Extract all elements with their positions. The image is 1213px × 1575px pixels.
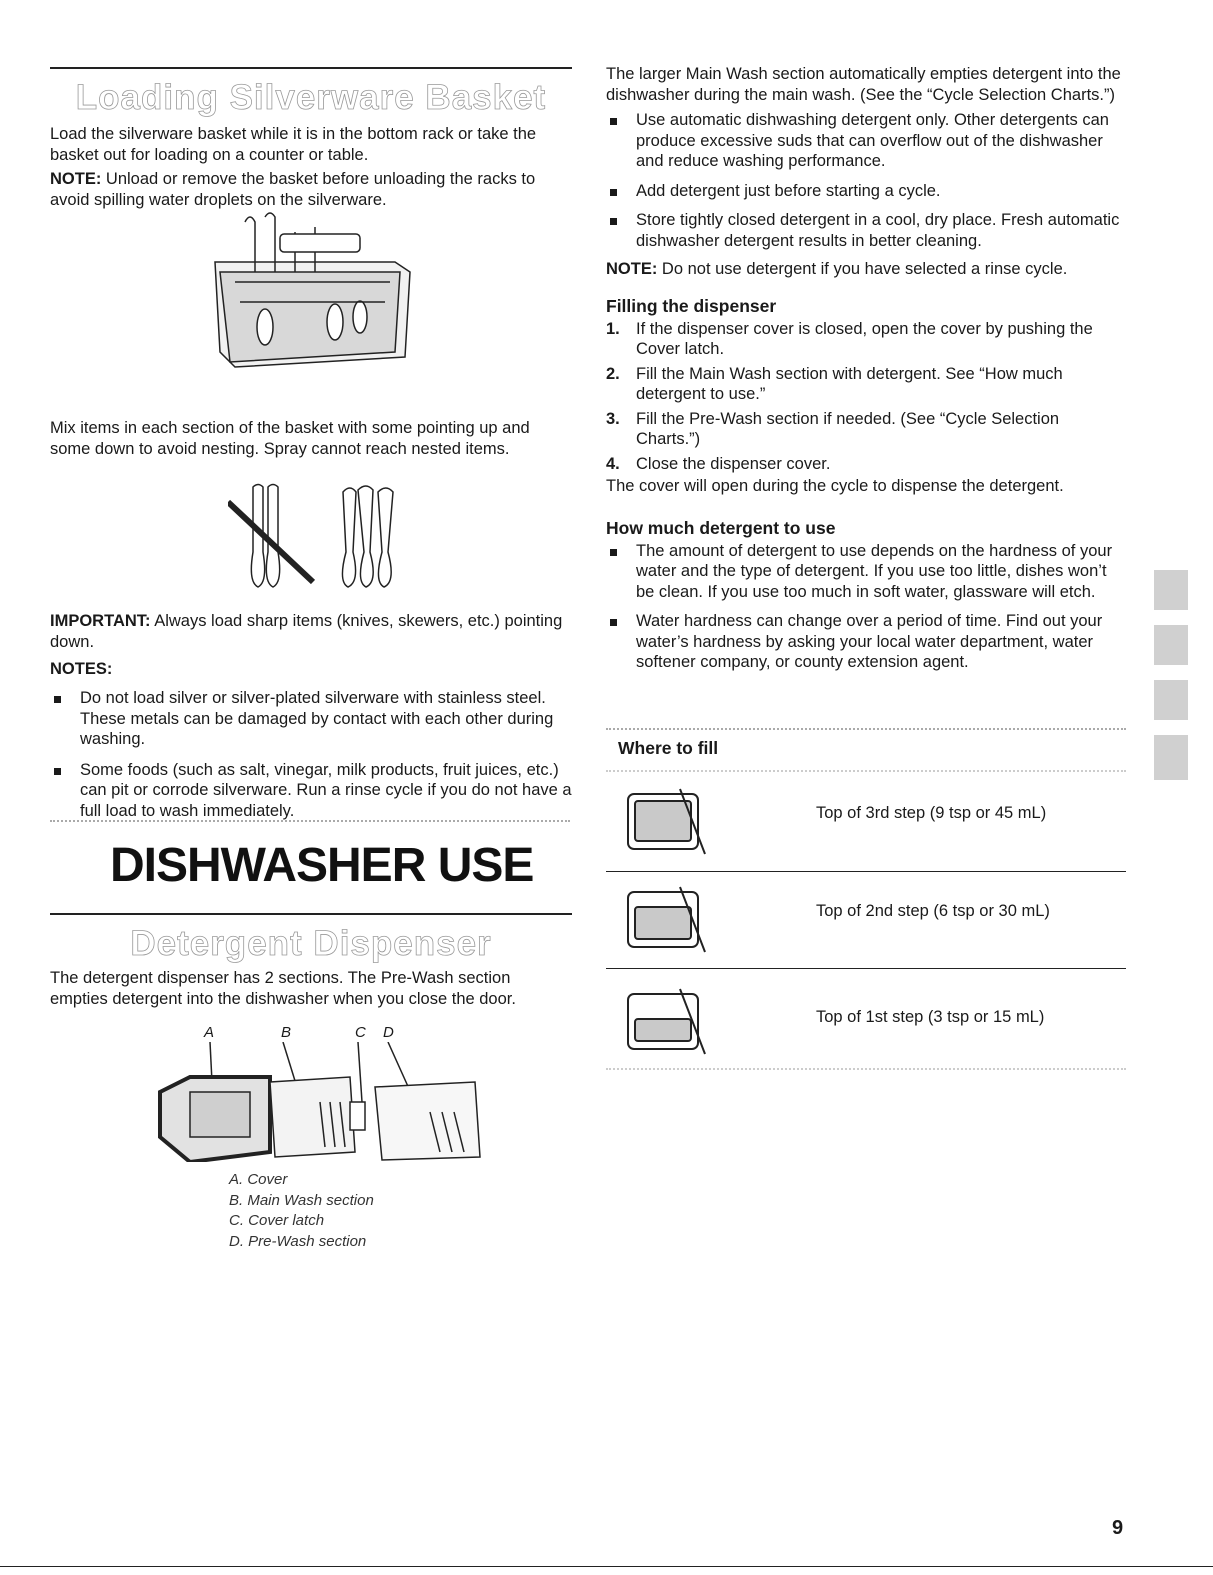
dispenser-legend — [229, 1170, 374, 1252]
cover-paragraph: The cover will open during the cycle to dispense the detergent. — [606, 477, 1064, 495]
list-item: Water hardness can change over a period of time. Find out your water’s hardness by asking your local water department, water softener company, or county extension agent. — [606, 611, 1126, 673]
fill-divider — [606, 968, 1126, 969]
step-number: 3. — [606, 409, 620, 428]
how-much-heading: How much detergent to use — [606, 517, 836, 538]
detergent-bullets — [606, 110, 1126, 251]
step-number: 1. — [606, 319, 620, 338]
loading-basket-title: Loading Silverware Basket — [75, 78, 547, 117]
where-to-fill-heading: Where to fill — [618, 738, 719, 758]
detergent-dispenser-title: Detergent Dispenser — [130, 924, 492, 963]
notes-list — [50, 688, 572, 821]
loading-paragraph: Load the silverware basket while it is in the bottom rack or take the basket out for loading on a counter or table. — [50, 125, 537, 164]
diagram-label-a: A — [204, 1024, 215, 1041]
list-item: Use automatic dishwashing detergent only. Other detergents can produce excessive suds that can overflow out of the dishwasher and reduce washing performance. — [606, 110, 1126, 172]
step-number: 2. — [606, 364, 620, 383]
fill-level-text: Top of 3rd step (9 tsp or 45 mL) — [816, 804, 1047, 822]
section-divider — [50, 820, 570, 822]
important-label: IMPORTANT: — [50, 612, 151, 630]
legend-item: A. Cover — [229, 1171, 288, 1188]
side-tab-graphic — [1150, 565, 1192, 795]
how-much-bullets — [606, 541, 1126, 673]
step-text: If the dispenser cover is closed, open the cover by pushing the Cover latch. — [636, 319, 1093, 358]
dispenser-3rd-step-icon — [620, 784, 710, 864]
mix-items-paragraph: Mix items in each section of the basket with some pointing up and some down to avoid nesting. Spray cannot reach nested items. — [50, 419, 530, 458]
page-number: 9 — [1112, 1517, 1124, 1539]
fill-level-text: Top of 2nd step (6 tsp or 30 mL) — [816, 902, 1050, 920]
filling-heading: Filling the dispenser — [606, 295, 777, 316]
top-rule-left — [50, 67, 572, 69]
section-title: DISHWASHER USE — [110, 839, 534, 892]
fill-row-1st-step — [606, 980, 1126, 1078]
diagram-label-b: B — [281, 1024, 292, 1041]
dispenser-drawing — [150, 1042, 490, 1162]
note-label: NOTE: — [606, 260, 658, 278]
note-text: Do not use detergent if you have selected a rinse cycle. — [657, 260, 1068, 278]
list-item: Some foods (such as salt, vinegar, milk products, fruit juices, etc.) can pit or corrode silverware. Run a rinse cycle if you do not have a full load to wash immediately. — [50, 760, 572, 822]
where-to-fill-top-border — [606, 728, 1126, 730]
note-label: NOTE: — [50, 170, 102, 188]
notes-heading: NOTES: — [50, 660, 113, 678]
note-text: Unload or remove the basket before unloading the racks to avoid spilling water droplets on the silverware. — [50, 170, 536, 209]
important-paragraph — [50, 611, 572, 652]
important-text: Always load sharp items (knives, skewers, etc.) pointing down. — [50, 612, 563, 651]
detergent-rule — [50, 913, 572, 915]
list-item: Store tightly closed detergent in a cool, dry place. Fresh automatic dishwasher detergent results in better cleaning. — [606, 210, 1126, 251]
rinse-note-paragraph — [606, 259, 1126, 280]
step-text: Fill the Pre-Wash section if needed. (See “Cycle Selection Charts.”) — [636, 409, 1060, 448]
note-paragraph — [50, 169, 572, 210]
step-text: Close the dispenser cover. — [636, 454, 831, 473]
dispenser-2nd-step-icon — [620, 882, 710, 962]
legend-item: D. Pre-Wash section — [229, 1232, 367, 1250]
fill-row-2nd-step — [606, 874, 1126, 972]
silverware-basket-illustration — [205, 212, 415, 372]
list-item — [606, 409, 1126, 450]
fill-row-3rd-step — [606, 776, 1126, 874]
nesting-illustration — [228, 482, 418, 592]
main-wash-paragraph: The larger Main Wash section automatically empties detergent into the dishwasher during the main wash. (See the “Cycle Selection Charts.”) — [606, 65, 1121, 104]
detergent-paragraph: The detergent dispenser has 2 sections. The Pre-Wash section empties detergent into the dishwasher when you close the door. — [50, 969, 516, 1008]
list-item: The amount of detergent to use depends on the hardness of your water and the type of detergent. If you use too little, dishes won’t be clean. If you use too much in soft water, glassware will etch. — [606, 541, 1126, 603]
fill-level-text: Top of 1st step (3 tsp or 15 mL) — [816, 1008, 1045, 1026]
fill-divider — [606, 871, 1126, 872]
list-item — [606, 454, 1126, 475]
step-text: Fill the Main Wash section with detergent. See “How much detergent to use.” — [636, 364, 1063, 403]
list-item: Add detergent just before starting a cycle. — [606, 181, 1126, 202]
list-item — [606, 319, 1126, 360]
legend-item: B. Main Wash section — [229, 1191, 374, 1209]
where-to-fill-bottom-border — [606, 1068, 1126, 1070]
diagram-label-d: D — [383, 1024, 394, 1041]
side-language-tab — [1150, 565, 1192, 795]
list-item: Do not load silver or silver-plated silverware with stainless steel. These metals can be damaged by contact with each other during washing. — [50, 688, 572, 750]
dispenser-diagram — [150, 1022, 490, 1162]
dispenser-1st-step-icon — [620, 984, 710, 1064]
bottom-rule — [0, 1566, 1213, 1567]
where-to-fill-divider — [606, 770, 1126, 772]
filling-steps — [606, 319, 1126, 475]
step-number: 4. — [606, 454, 620, 473]
diagram-label-c: C — [355, 1024, 366, 1041]
legend-item: C. Cover latch — [229, 1212, 325, 1229]
list-item — [606, 364, 1126, 405]
